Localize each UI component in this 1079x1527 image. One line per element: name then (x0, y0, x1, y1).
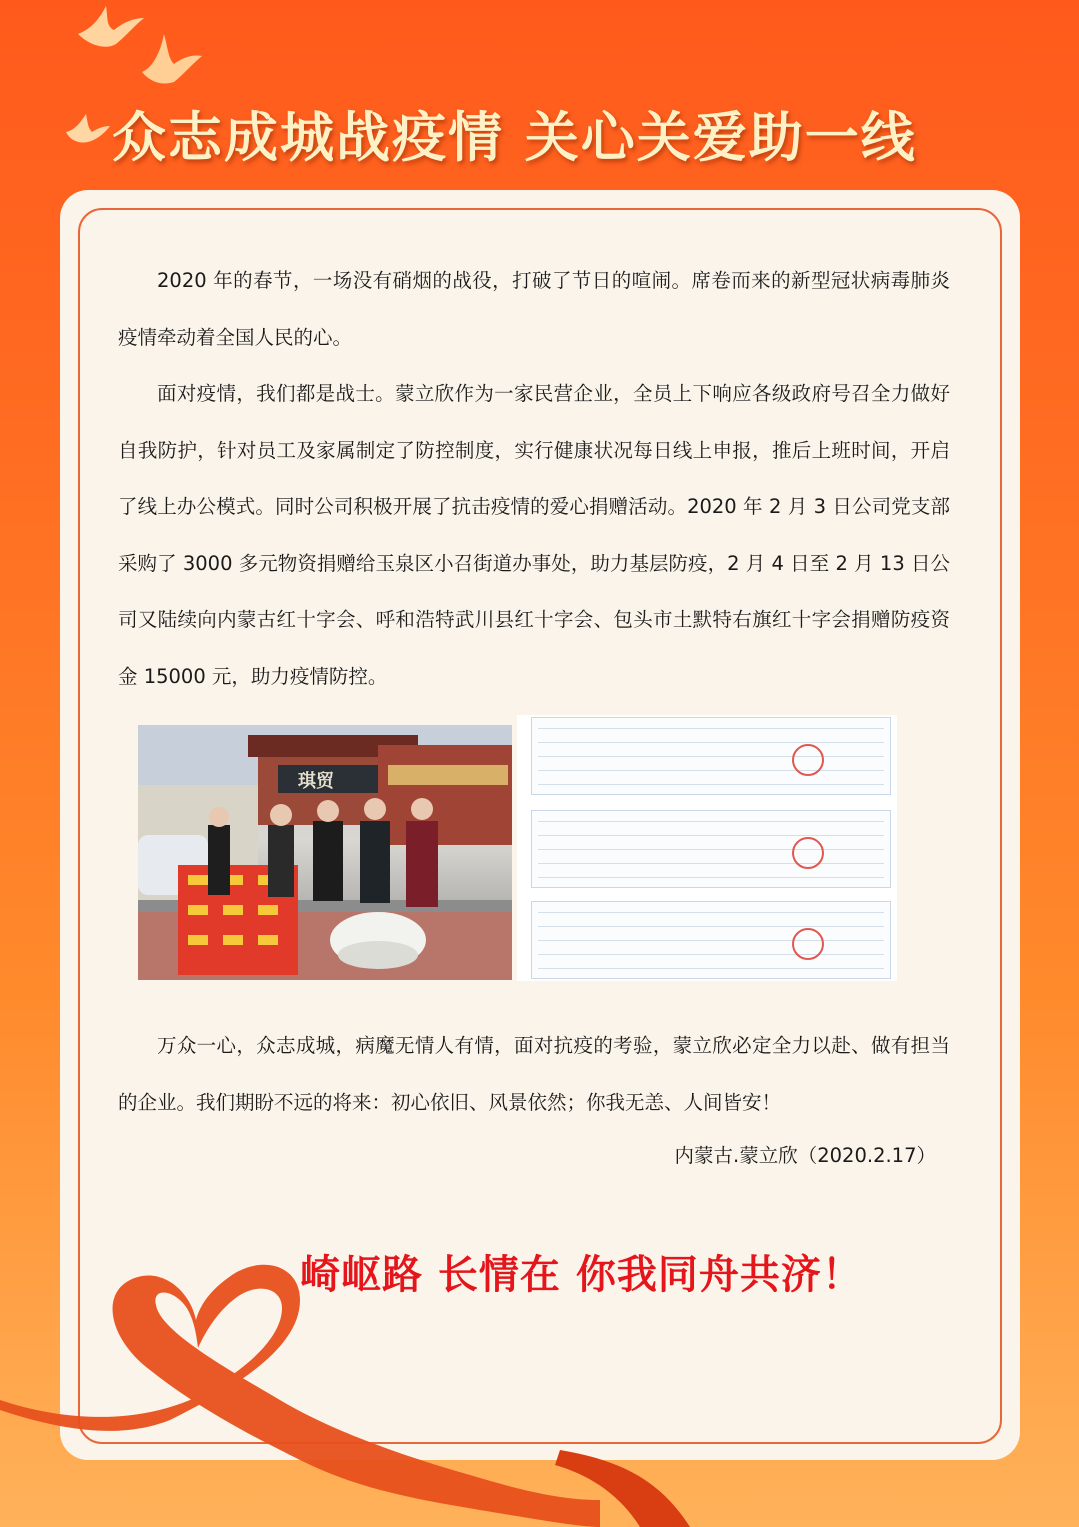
closing-paragraph: 万众一心，众志成城，病魔无情人有情，面对抗疫的考验，蒙立欣必定全力以赴、做有担当的企业。我们期盼不远的将来：初心依旧、风景依然；你我无恙、人间皆安！ (118, 1034, 950, 1114)
receipt (531, 717, 891, 795)
intro-paragraph: 2020 年的春节，一场没有硝烟的战役，打破了节日的喧闹。席卷而来的新型冠状病毒肺炎疫情牵动着全国人民的心。 (118, 269, 950, 349)
shop-sign: 琪贸 (298, 771, 334, 792)
donation-photo (138, 725, 512, 980)
dove-icon (64, 112, 112, 146)
dove-icon (138, 28, 204, 88)
dove-icon (76, 4, 146, 54)
receipt (531, 901, 891, 979)
slogan: 崎岖路 长情在 你我同舟共济！ (300, 1252, 863, 1298)
bank-receipts (517, 715, 897, 981)
red-stamp-icon (792, 744, 824, 776)
receipt (531, 810, 891, 888)
red-stamp-icon (792, 837, 824, 869)
donation-paragraph: 面对疫情，我们都是战士。蒙立欣作为一家民营企业，全员上下响应各级政府号召全力做好自我防护，针对员工及家属制定了防控制度，实行健康状况每日线上申报，推后上班时间，开启了线上办公模式。同时公司积极开展了抗击疫情的爱心捐赠活动。2020 年 2 月 3 日公司党支部采购了 3000 多元物资捐赠给玉泉区小召街道办事处，助力基层防疫，2 月 4 日至 2 月 13 日公司又陆续向内蒙古红十字会、呼和浩特武川县红十字会、包头市土默特右旗红十字会捐赠防疫资金 15000 元，助力疫情防控。 (118, 382, 950, 688)
page-title: 众志成城战疫情 关心关爱助一线 (112, 106, 917, 169)
heart-ribbon-icon (0, 1260, 1079, 1527)
red-stamp-icon (792, 928, 824, 960)
signature: 内蒙古.蒙立欣（2020.2.17） (674, 1144, 936, 1167)
